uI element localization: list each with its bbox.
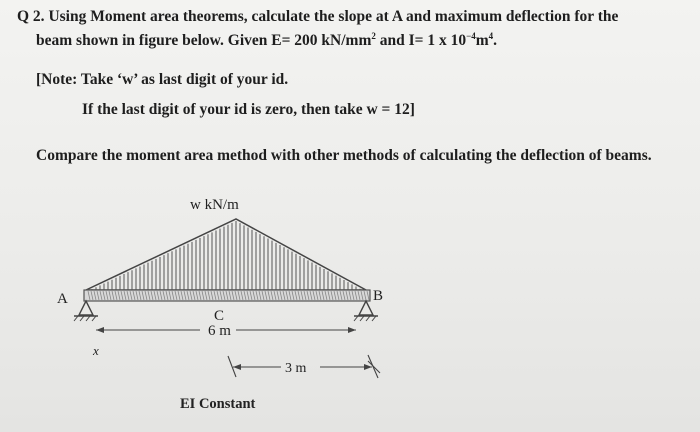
exp-ten: −4 bbox=[466, 31, 476, 41]
unit-m: m bbox=[475, 32, 489, 49]
support-b bbox=[354, 301, 378, 321]
question-end: . bbox=[493, 32, 498, 49]
load-hatch bbox=[92, 221, 360, 290]
exp-m: 4 bbox=[488, 31, 494, 41]
support-a bbox=[74, 301, 98, 321]
note-line-1: [Note: Take ‘w’ as last digit of your id. bbox=[36, 71, 289, 88]
midpoint-label: C bbox=[214, 308, 225, 324]
support-b-label: B bbox=[373, 288, 384, 304]
span-label: 6 m bbox=[208, 323, 231, 339]
question-text-2: beam shown in figure below. Given E= 200 kN/mm bbox=[36, 32, 372, 49]
half-span-label: 3 m bbox=[285, 361, 307, 376]
ei-label: EI Constant bbox=[180, 396, 256, 412]
support-a-label: A bbox=[57, 291, 68, 307]
compare-instruction: Compare the moment area method with other methods of calculating the deflection of beams. bbox=[36, 147, 652, 164]
load-label: w kN/m bbox=[190, 197, 239, 213]
question-text-1: Using Moment area theorems, calculate the slope at A and maximum deflection for the bbox=[48, 8, 619, 25]
x-mark: x bbox=[93, 343, 99, 358]
note-line-2: If the last digit of your id is zero, then take w = 12] bbox=[82, 101, 415, 118]
question-text-2b: and I= 1 x 10 bbox=[375, 32, 467, 49]
exp-mm: 2 bbox=[371, 31, 376, 41]
question-number: Q 2. bbox=[17, 8, 45, 25]
